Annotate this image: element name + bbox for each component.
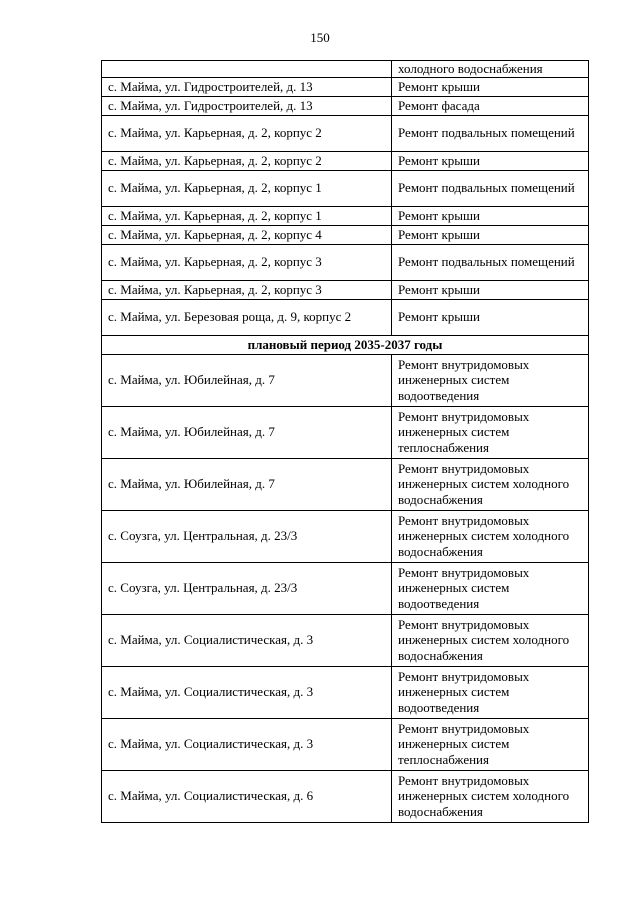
table-row <box>102 718 589 770</box>
address-cell: с. Майма, ул. Карьерная, д. 2, корпус 1 <box>102 206 392 225</box>
table-row <box>102 151 589 170</box>
work-type-cell: Ремонт внутридомовых инженерных систем теплоснабжения <box>392 718 589 770</box>
address-cell: с. Майма, ул. Карьерная, д. 2, корпус 4 <box>102 225 392 244</box>
address-cell <box>102 61 392 78</box>
address-cell: с. Соузга, ул. Центральная, д. 23/3 <box>102 562 392 614</box>
table-row <box>102 61 589 78</box>
work-type-cell: Ремонт крыши <box>392 77 589 96</box>
table-row <box>102 770 589 822</box>
table-row <box>102 77 589 96</box>
address-cell: с. Майма, ул. Юбилейная, д. 7 <box>102 458 392 510</box>
work-type-cell: Ремонт внутридомовых инженерных систем холодного водоснабжения <box>392 770 589 822</box>
work-type-cell: Ремонт внутридомовых инженерных систем холодного водоснабжения <box>392 510 589 562</box>
table-row <box>102 458 589 510</box>
address-cell: с. Майма, ул. Юбилейная, д. 7 <box>102 354 392 406</box>
table-row <box>102 96 589 115</box>
table-row <box>102 562 589 614</box>
table-row <box>102 510 589 562</box>
address-cell: с. Майма, ул. Карьерная, д. 2, корпус 3 <box>102 244 392 280</box>
address-cell: с. Майма, ул. Карьерная, д. 2, корпус 3 <box>102 280 392 299</box>
address-cell: с. Майма, ул. Социалистическая, д. 3 <box>102 666 392 718</box>
period-row <box>102 335 589 354</box>
repair-schedule-table <box>101 60 589 823</box>
work-type-cell: холодного водоснабжения <box>392 61 589 78</box>
address-cell: с. Майма, ул. Гидростроителей, д. 13 <box>102 96 392 115</box>
work-type-cell: Ремонт внутридомовых инженерных систем водоотведения <box>392 562 589 614</box>
period-heading: плановый период 2035-2037 годы <box>102 335 589 354</box>
work-type-cell: Ремонт подвальных помещений <box>392 115 589 151</box>
work-type-cell: Ремонт внутридомовых инженерных систем холодного водоснабжения <box>392 614 589 666</box>
work-type-cell: Ремонт фасада <box>392 96 589 115</box>
address-cell: с. Майма, ул. Социалистическая, д. 6 <box>102 770 392 822</box>
work-type-cell: Ремонт крыши <box>392 206 589 225</box>
table-row <box>102 614 589 666</box>
work-type-cell: Ремонт подвальных помещений <box>392 170 589 206</box>
work-type-cell: Ремонт крыши <box>392 299 589 335</box>
address-cell: с. Соузга, ул. Центральная, д. 23/3 <box>102 510 392 562</box>
address-cell: с. Майма, ул. Карьерная, д. 2, корпус 1 <box>102 170 392 206</box>
address-cell: с. Майма, ул. Березовая роща, д. 9, корпус 2 <box>102 299 392 335</box>
work-type-cell: Ремонт внутридомовых инженерных систем теплоснабжения <box>392 406 589 458</box>
address-cell: с. Майма, ул. Карьерная, д. 2, корпус 2 <box>102 115 392 151</box>
work-type-cell: Ремонт крыши <box>392 151 589 170</box>
table-row <box>102 170 589 206</box>
table-row <box>102 225 589 244</box>
page-number: 150 <box>310 30 330 45</box>
table-row <box>102 206 589 225</box>
work-type-cell: Ремонт внутридомовых инженерных систем водоотведения <box>392 666 589 718</box>
table-row <box>102 299 589 335</box>
table-row <box>102 354 589 406</box>
work-type-cell: Ремонт крыши <box>392 280 589 299</box>
address-cell: с. Майма, ул. Социалистическая, д. 3 <box>102 614 392 666</box>
address-cell: с. Майма, ул. Социалистическая, д. 3 <box>102 718 392 770</box>
work-type-cell: Ремонт внутридомовых инженерных систем холодного водоснабжения <box>392 458 589 510</box>
table-body <box>102 61 589 823</box>
work-type-cell: Ремонт подвальных помещений <box>392 244 589 280</box>
work-type-cell: Ремонт внутридомовых инженерных систем водоотведения <box>392 354 589 406</box>
work-type-cell: Ремонт крыши <box>392 225 589 244</box>
table-row <box>102 280 589 299</box>
table-row <box>102 406 589 458</box>
table-row <box>102 115 589 151</box>
address-cell: с. Майма, ул. Карьерная, д. 2, корпус 2 <box>102 151 392 170</box>
table-row <box>102 244 589 280</box>
address-cell: с. Майма, ул. Гидростроителей, д. 13 <box>102 77 392 96</box>
table-row <box>102 666 589 718</box>
address-cell: с. Майма, ул. Юбилейная, д. 7 <box>102 406 392 458</box>
